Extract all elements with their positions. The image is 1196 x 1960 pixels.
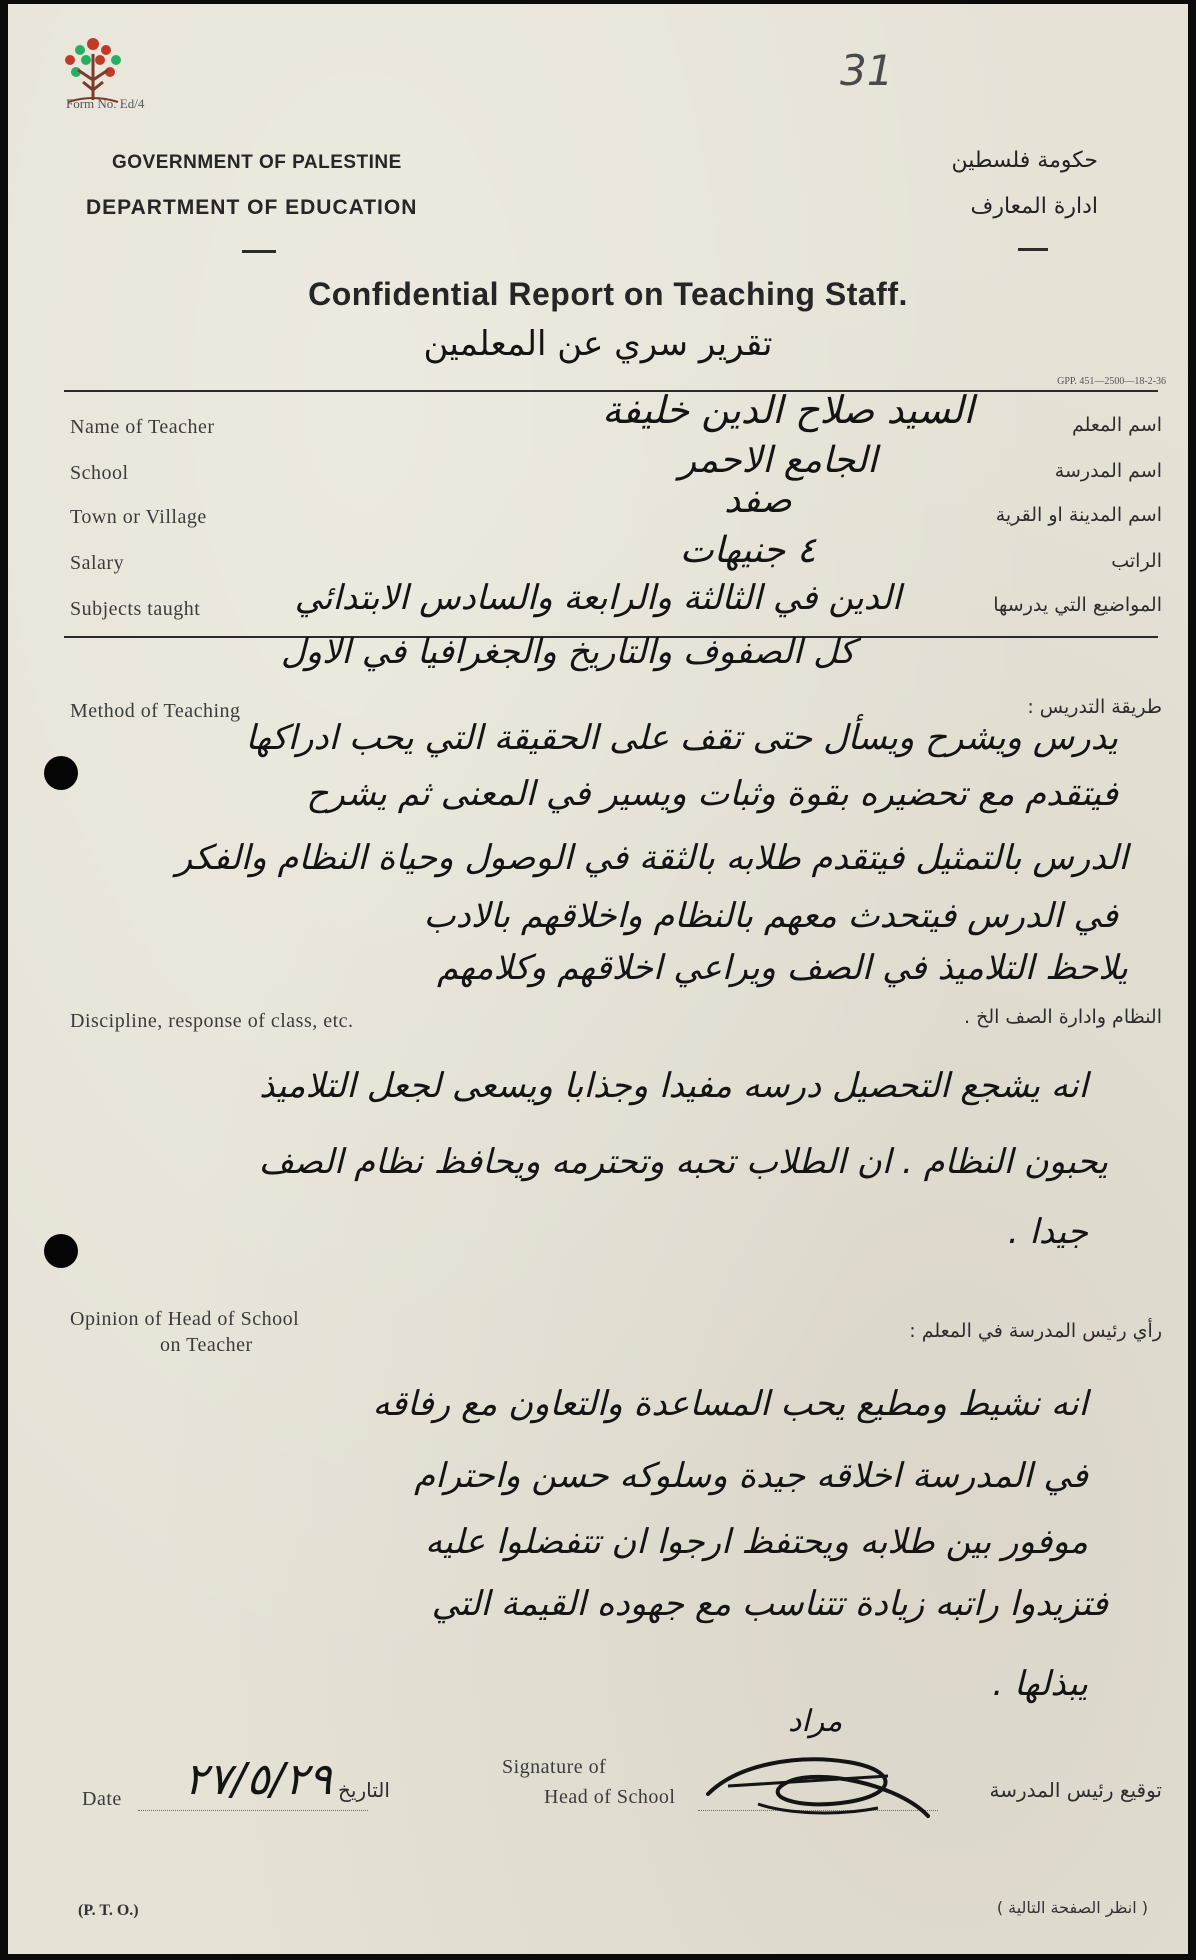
salary-value: ٤ جنيهات <box>679 530 817 571</box>
method-line-2: فيتقدم مع تحضيره بقوة وثبات ويسير في المعنى ثم يشرح <box>306 774 1118 814</box>
opinion-label-2: on Teacher <box>160 1334 253 1356</box>
date-value: ٢٧/٥/٢٩ <box>184 1754 332 1805</box>
report-form <box>8 4 1188 1954</box>
discipline-label-ar: النظام وادارة الصف الخ . <box>963 1006 1162 1028</box>
opinion-line-1: انه نشيط ومطيع يحب المساعدة والتعاون مع رفاقه <box>372 1384 1088 1424</box>
department-name-en: DEPARTMENT OF EDUCATION <box>86 196 418 219</box>
date-label: Date <box>82 1788 122 1810</box>
name-label: Name of Teacher <box>70 416 215 438</box>
discipline-line-1: انه يشجع التحصيل درسه مفيدا وجذابا ويسعى لجعل التلاميذ <box>259 1066 1088 1106</box>
method-line-3: الدرس بالتمثيل فيتقدم طلابه بالثقة في الوصول وحياة النظام والفكر <box>175 838 1128 878</box>
school-value: الجامع الاحمر <box>678 440 878 481</box>
school-label: School <box>70 462 129 484</box>
subjects-label: Subjects taught <box>70 598 201 620</box>
government-name-en: GOVERNMENT OF PALESTINE <box>112 152 402 173</box>
method-label-ar: طريقة التدريس : <box>1027 696 1162 718</box>
opinion-label-ar: رأي رئيس المدرسة في المعلم : <box>909 1320 1162 1342</box>
teacher-name-value: السيد صلاح الدين خليفة <box>602 388 974 432</box>
form-title-ar: تقرير سري عن المعلمين <box>423 324 773 364</box>
subjects-value-line2: كل الصفوف والتاريخ والجغرافيا في الاول <box>280 632 856 672</box>
method-line-4: في الدرس فيتحدث معهم بالنظام واخلاقهم بالادب <box>423 896 1118 936</box>
method-label: Method of Teaching <box>70 700 241 722</box>
opinion-line-3: موفور بين طلابه ويحتفظ ارجوا ان تتفضلوا عليه <box>425 1522 1088 1562</box>
form-title-en: Confidential Report on Teaching Staff. <box>308 276 908 312</box>
school-label-ar: اسم المدرسة <box>1054 460 1162 482</box>
page-number: 31 <box>840 46 894 95</box>
discipline-line-2: يحبون النظام . ان الطلاب تحبه وتحترمه ويحافظ نظام الصف <box>258 1142 1108 1182</box>
opinion-line-4: فتزيدوا راتبه زيادة تتناسب مع جهوده القيمة التي <box>431 1584 1108 1624</box>
salary-label: Salary <box>70 552 125 574</box>
government-name-ar: حكومة فلسطين <box>951 148 1098 173</box>
method-line-1: يدرس ويشرح ويسأل حتى تقف على الحقيقة التي يحب ادراكها <box>245 718 1118 758</box>
header-dash-right <box>1018 248 1048 251</box>
header-dash-left <box>242 250 276 253</box>
signature-scribble-icon <box>698 1724 938 1834</box>
signature-label-2: Head of School <box>544 1786 676 1808</box>
subjects-value: الدين في الثالثة والرابعة والسادس الابتدائي <box>294 578 902 618</box>
pto-label: (P. T. O.) <box>78 1902 139 1919</box>
method-line-5: يلاحظ التلاميذ في الصف ويراعي اخلاقهم وكلامهم <box>436 948 1128 988</box>
name-label-ar: اسم المعلم <box>1071 414 1162 436</box>
subjects-label-ar: المواضيع التي يدرسها <box>993 594 1162 616</box>
opinion-line-5: يبذلها . <box>992 1664 1088 1704</box>
pto-label-ar: ( انظر الصفحة التالية ) <box>996 1898 1148 1917</box>
town-value: صفد <box>724 480 792 521</box>
town-label-ar: اسم المدينة او القرية <box>995 504 1162 526</box>
punch-hole-bottom <box>44 1234 78 1268</box>
opinion-line-2: في المدرسة اخلاقه جيدة وسلوكه حسن واحترام <box>414 1456 1088 1496</box>
town-label: Town or Village <box>70 506 207 528</box>
salary-label-ar: الراتب <box>1111 550 1162 572</box>
date-label-ar: التاريخ <box>338 1778 390 1802</box>
signature-label-ar: توقيع رئيس المدرسة <box>989 1778 1162 1802</box>
department-name-ar: ادارة المعارف <box>970 194 1098 219</box>
punch-hole-top <box>44 756 78 790</box>
date-line <box>138 1810 368 1811</box>
form-number: Form No. Ed/4 <box>66 96 145 111</box>
discipline-line-3: جيدا . <box>1007 1212 1088 1252</box>
opinion-label: Opinion of Head of School <box>70 1308 300 1330</box>
print-code: GPP. 451—2500—18-2-36 <box>1057 376 1166 387</box>
signature-label-1: Signature of <box>502 1756 607 1778</box>
signature-mark: مراد <box>788 1704 843 1739</box>
discipline-label: Discipline, response of class, etc. <box>70 1010 354 1032</box>
